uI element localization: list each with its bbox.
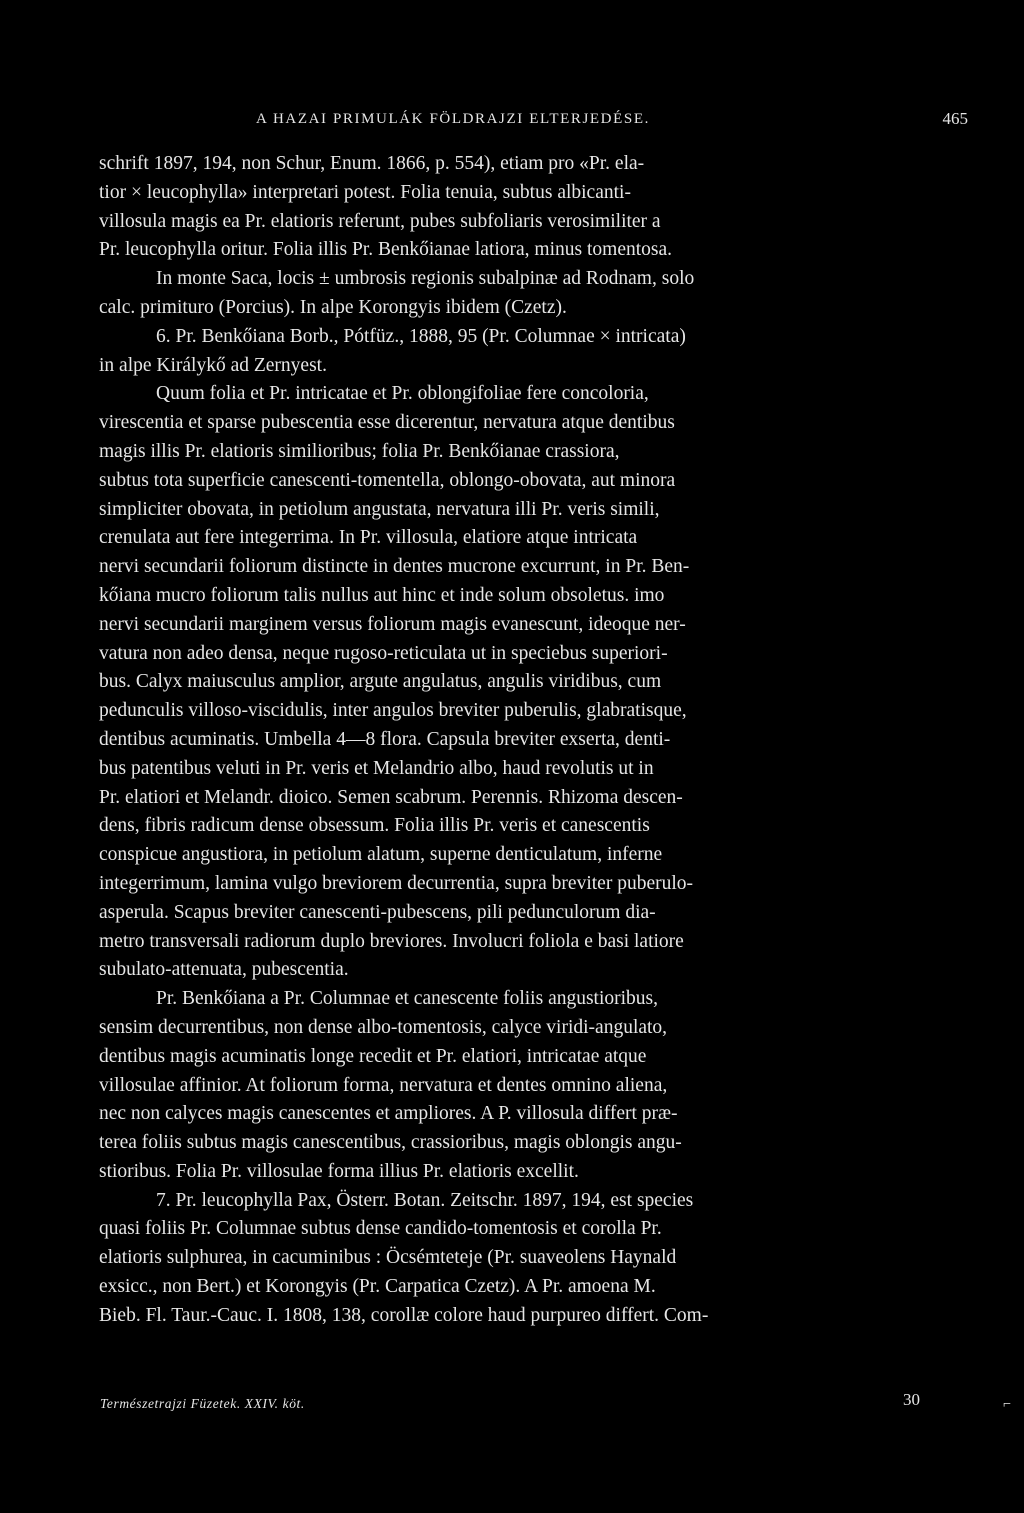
corner-mark: ⌐ [1003,1397,1011,1412]
body-text [99,150,969,1331]
text-line: elatioris sulphurea, in cacuminibus : Öcsémteteje (Pr. suaveolens Haynald [99,1247,677,1269]
text-line: villosulae affinior. At foliorum forma, nervatura et dentes omnino aliena, [99,1074,668,1096]
text-line: Pr. Benkőiana a Pr. Columnae et canescente foliis angustioribus, [156,988,659,1010]
text-line: crenulata aut fere integerrima. In Pr. villosula, elatiore atque intricata [99,527,638,549]
text-line: bus. Calyx maiusculus amplior, argute angulatus, angulis viridibus, cum [99,671,662,693]
running-title: A HAZAI PRIMULÁK FÖLDRAJZI ELTERJEDÉSE. [256,111,650,127]
text-line: virescentia et sparse pubescentia esse dicerentur, nervatura atque dentibus [99,412,675,434]
signature-number: 30 [903,1390,920,1409]
species-heading: 6. Pr. Benkőiana Borb., Pótfüz., 1888, 95 (Pr. Columnae × intricata) [156,325,686,347]
text-line: conspicue angustiora, in petiolum alatum, superne denticulatum, inferne [99,844,663,866]
text-line: sensim decurrentibus, non dense albo-tomentosis, calyce viridi-angulato, [99,1016,668,1038]
text-line: Bieb. Fl. Taur.-Cauc. I. 1808, 138, corollæ colore haud purpureo differt. Com- [99,1304,709,1326]
page-footer [100,1390,960,1418]
text-line: stioribus. Folia Pr. villosulae forma illius Pr. elatioris excellit. [99,1160,579,1182]
text-line: nec non calyces magis canescentes et ampliores. A P. villosula differt præ- [99,1103,678,1125]
text-line: dentibus acuminatis. Umbella 4—8 flora. Capsula breviter exserta, denti- [99,728,671,750]
journal-footer: Természetrajzi Füzetek. XXIV. köt. [100,1396,305,1411]
text-line: terea foliis subtus magis canescentibus, crassioribus, magis oblongis angu- [99,1132,682,1154]
text-line: In monte Saca, locis ± umbrosis regionis subalpinæ ad Rodnam, solo [156,268,695,290]
text-line: villosula magis ea Pr. elatioris referunt, pubes subfoliaris verosimiliter a [99,210,661,232]
text-line: dens, fibris radicum dense obsessum. Folia illis Pr. veris et canescentis [99,815,650,837]
text-line: tior × leucophylla» interpretari potest. Folia tenuia, subtus albicanti- [99,181,631,203]
text-line: subtus tota superficie canescenti-tomentella, oblongo-obovata, aut minora [99,469,676,491]
page-number: 465 [942,109,968,128]
text-line: nervi secundarii marginem versus foliorum magis evanescunt, ideoque ner- [99,613,686,635]
text-line: Pr. leucophylla oritur. Folia illis Pr. Benkőianae latiora, minus tomentosa. [99,239,673,261]
text-line: kőiana mucro foliorum talis nullus aut hinc et inde solum obsoletus. imo [99,584,665,606]
text-line: Pr. elatiori et Melandr. dioico. Semen scabrum. Perennis. Rhizoma descen- [99,786,683,808]
text-line: dentibus magis acuminatis longe recedit et Pr. elatiori, intricatae atque [99,1045,647,1067]
text-line: bus patentibus veluti in Pr. veris et Melandrio albo, haud revolutis ut in [99,757,654,779]
text-line: subulato-attenuata, pubescentia. [99,959,349,981]
text-line: Quum folia et Pr. intricatae et Pr. oblongifoliae fere concoloria, [156,383,649,405]
text-line: quasi foliis Pr. Columnae subtus dense candido-tomentosis et corolla Pr. [99,1218,662,1240]
text-line: metro transversali radiorum duplo breviores. Involucri foliola e basi latiore [99,930,684,952]
text-line: integerrimum, lamina vulgo breviorem decurrentia, supra breviter puberulo- [99,872,693,894]
text-line: nervi secundarii foliorum distincte in dentes mucrone excurrunt, in Pr. Ben- [99,556,690,578]
text-line: simpliciter obovata, in petiolum angustata, nervatura illi Pr. veris simili, [99,498,660,520]
text-line: calc. primituro (Porcius). In alpe Korongyis ibidem (Czetz). [99,296,567,318]
text-line: exsicc., non Bert.) et Korongyis (Pr. Carpatica Czetz). A Pr. amoena M. [99,1276,656,1298]
text-line: asperula. Scapus breviter canescenti-pubescens, pili pedunculorum dia- [99,901,656,923]
text-line: in alpe Királykő ad Zernyest. [99,354,327,376]
species-heading: 7. Pr. leucophylla Pax, Österr. Botan. Zeitschr. 1897, 194, est species [156,1189,694,1211]
text-line: pedunculis villoso-viscidulis, inter angulos breviter puberulis, glabratisque, [99,700,687,722]
text-line: magis illis Pr. elatioris similioribus; folia Pr. Benkőianae crassiora, [99,440,620,462]
text-line: vatura non adeo densa, neque rugoso-reticulata ut in speciebus superiori- [99,642,668,664]
text-line: schrift 1897, 194, non Schur, Enum. 1866, p. 554), etiam pro «Pr. ela- [99,153,645,174]
page-header [0,104,1024,134]
